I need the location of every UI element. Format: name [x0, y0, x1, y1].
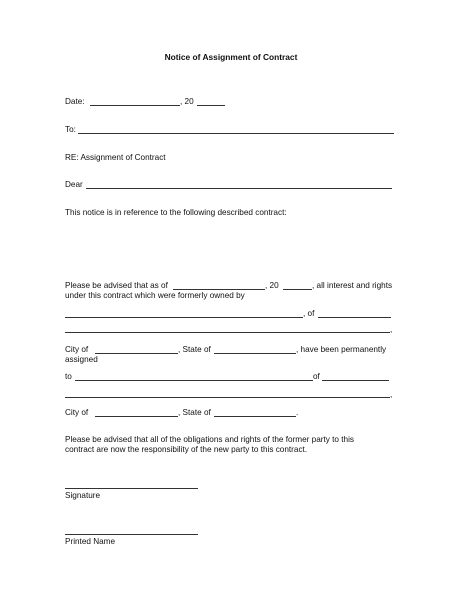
period-mark: . [296, 408, 299, 417]
former-owner-of-blank[interactable] [318, 317, 391, 318]
date-year-label: , 20 [180, 97, 194, 106]
date-blank[interactable] [90, 105, 180, 106]
state-label: , State of [178, 345, 211, 354]
signature-label: Signature [65, 491, 101, 500]
to-blank[interactable] [78, 133, 394, 134]
permanently-label: , have been permanently [296, 345, 387, 354]
year-blank[interactable] [197, 105, 225, 106]
new-owner-address-blank[interactable] [65, 397, 390, 398]
city-label-2: City of [65, 408, 89, 417]
advised-prefix: Please be advised that as of [65, 281, 168, 290]
comma-mark-2: , [390, 390, 393, 399]
notice-text: This notice is in reference to the following described contract: [65, 208, 287, 217]
new-owner-blank[interactable] [75, 380, 313, 381]
advised-year-label: , 20 [265, 281, 279, 290]
advised-suffix: , all interest and rights [312, 281, 393, 290]
new-owner-of-blank[interactable] [322, 380, 389, 381]
city-label: City of [65, 345, 89, 354]
signature-blank[interactable] [65, 488, 198, 489]
printed-name-blank[interactable] [65, 534, 198, 535]
city-blank[interactable] [95, 353, 178, 354]
re-label: RE: Assignment of Contract [65, 153, 166, 162]
advised-year-blank[interactable] [283, 289, 312, 290]
dear-blank[interactable] [86, 188, 392, 189]
state-blank-2[interactable] [214, 416, 296, 417]
city-blank-2[interactable] [95, 416, 178, 417]
of-plain-label: of [313, 372, 320, 381]
former-owner-blank[interactable] [65, 317, 303, 318]
state-label-2: , State of [178, 408, 211, 417]
date-label: Date: [65, 97, 85, 106]
assigned-label: assigned [65, 355, 98, 364]
to-label: To: [65, 125, 76, 134]
advised-line-2: under this contract which were formerly owned by [65, 291, 245, 300]
dear-label: Dear [65, 180, 83, 189]
of-label: , of [303, 309, 315, 318]
document-title: Notice of Assignment of Contract [164, 52, 298, 62]
obligations-line-1: Please be advised that all of the obligations and rights of the former party to this [65, 435, 355, 444]
printed-name-label: Printed Name [65, 537, 116, 546]
obligations-line-2: contract are now the responsibility of the new party to this contract. [65, 445, 308, 454]
to-lower-label: to [65, 372, 72, 381]
state-blank[interactable] [214, 353, 296, 354]
former-owner-address-blank[interactable] [65, 332, 390, 333]
advised-date-blank[interactable] [173, 289, 265, 290]
comma-mark: , [390, 325, 393, 334]
